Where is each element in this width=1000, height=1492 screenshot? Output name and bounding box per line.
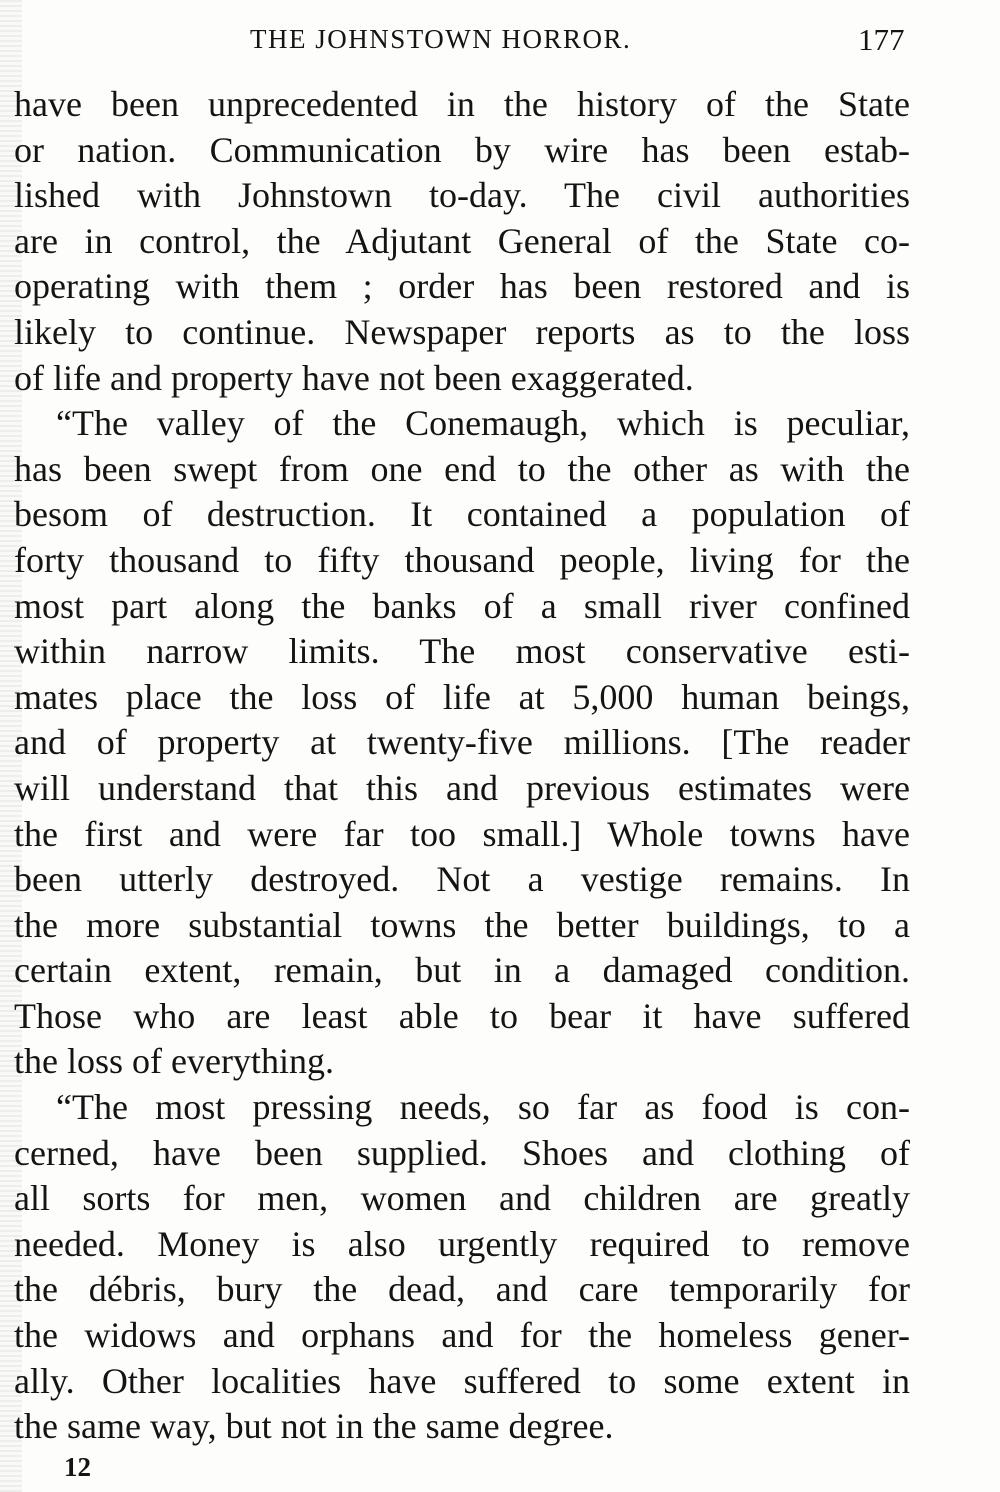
paragraph: [14, 82, 910, 401]
text-line: and of property at twenty-five millions. [The reader: [14, 722, 910, 763]
text-line: likely to continue. Newspaper reports as to the loss: [14, 311, 910, 352]
text-line: forty thousand to fifty thousand people, living for the: [14, 539, 910, 580]
text-line: the widows and orphans and for the homeless gener-: [14, 1315, 910, 1356]
text-line: been utterly destroyed. Not a vestige remains. In: [14, 859, 910, 900]
text-line: the same way, but not in the same degree.: [14, 1406, 614, 1447]
running-title: THE JOHNSTOWN HORROR.: [250, 24, 632, 54]
text-line: of life and property have not been exaggerated.: [14, 357, 694, 398]
text-line: the loss of everything.: [14, 1041, 334, 1082]
text-line: besom of destruction. It contained a population of: [14, 494, 910, 535]
text-line: most part along the banks of a small river confined: [14, 585, 910, 626]
text-line: are in control, the Adjutant General of the State co-: [14, 220, 910, 261]
text-line: mates place the loss of life at 5,000 human beings,: [14, 676, 910, 717]
page-number: 177: [858, 22, 905, 57]
text-line: has been swept from one end to the other as with the: [14, 448, 910, 489]
text-line: Those who are least able to bear it have suffered: [14, 995, 910, 1036]
paragraph: [14, 1085, 910, 1450]
text-line: operating with them ; order has been restored and is: [14, 266, 910, 307]
text-line: ally. Other localities have suffered to some extent in: [14, 1360, 910, 1401]
text-line: all sorts for men, women and children are greatly: [14, 1178, 910, 1219]
text-line: will understand that this and previous estimates were: [14, 767, 910, 808]
text-line: the first and were far too small.] Whole towns have: [14, 813, 910, 854]
signature-mark: 12: [64, 1452, 91, 1482]
text-line: the débris, bury the dead, and care temporarily for: [14, 1269, 910, 1310]
text-line: needed. Money is also urgently required to remove: [14, 1223, 910, 1264]
text-line: have been unprecedented in the history of the State: [14, 84, 910, 124]
text-line: within narrow limits. The most conservative esti-: [14, 631, 910, 672]
text-line: certain extent, remain, but in a damaged condition.: [14, 950, 910, 991]
text-line: or nation. Communication by wire has been estab-: [14, 129, 910, 170]
text-line: cerned, have been supplied. Shoes and clothing of: [14, 1132, 910, 1173]
body-text: [14, 82, 910, 1450]
text-line: lished with Johnstown to-day. The civil authorities: [14, 175, 910, 216]
paragraph: [14, 401, 910, 1085]
text-line: the more substantial towns the better buildings, to a: [14, 904, 910, 945]
text-line: “The valley of the Conemaugh, which is peculiar,: [56, 403, 910, 444]
text-line: “The most pressing needs, so far as food is con-: [56, 1087, 910, 1128]
